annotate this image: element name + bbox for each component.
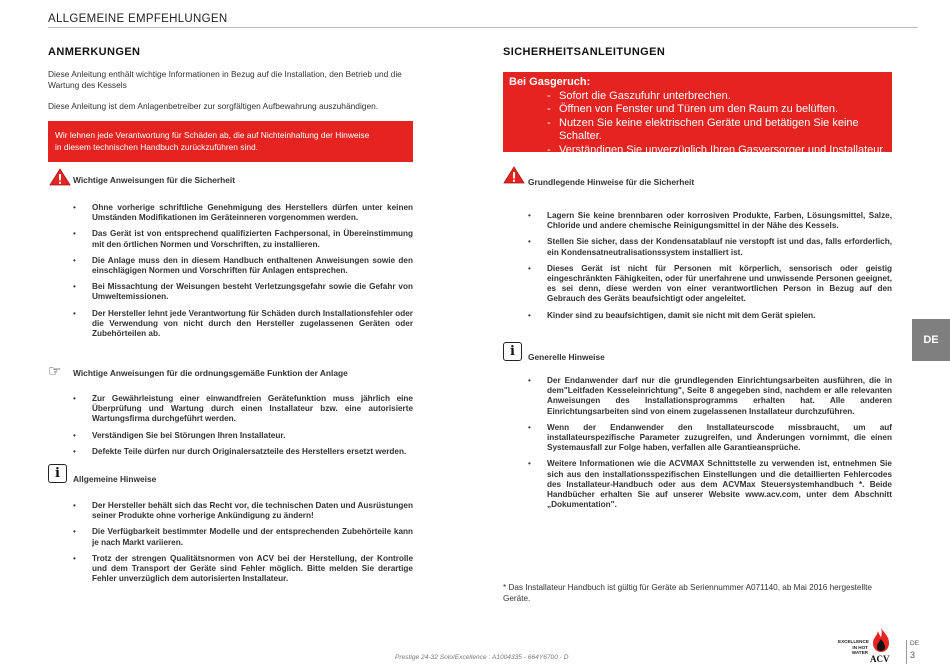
list-item: • Der Endanwender darf nur die grundlegenden Einrichtungsarbeiten ausführen, die in dem"Leitfaden Kesseleinrichtung", Seite 8 angegeben sind, nachdem er alle relevanten Anweisungen des Installationsprogramms erhalten hat. Alle anderen Einrichtungsarbeiten sind von einem zugelassenen Installateur durchzuführen. (528, 376, 892, 416)
list-item: • Die Anlage muss den in diesem Handbuch enthaltenen Anweisungen sowie den einschlägigen Normen und Vorschriften für Anlagen entsprechen. (73, 255, 413, 276)
operation-instructions-list (73, 394, 413, 463)
gas-smell-title: Bei Gasgeruch: (509, 76, 591, 88)
liability-notice-line-2: in diesem technischen Handbuch zurückzuführen sind. (55, 141, 258, 152)
list-item: • Ohne vorherige schriftliche Genehmigung des Herstellers dürfen unter keinen Umständen Modifikationen im Geräteinneren vorgenommen werden. (73, 203, 413, 223)
header-divider (48, 27, 918, 28)
general-notes-heading: Allgemeine Hinweise (73, 474, 157, 484)
intro-paragraph-1: Diese Anleitung enthält wichtige Informationen in Bezug auf die Installation, den Betrieb und die Wartung des Kessels (48, 69, 402, 90)
gas-smell-list (547, 90, 892, 157)
list-item: • Verständigen Sie bei Störungen Ihren Installateur. (73, 430, 286, 440)
list-item: • Wenn der Endanwender den Installateurscode missbraucht, um auf installateurspezifische Parameter zuzugreifen, und Änderungen vornimmt, die einen Systemausfall zur Folge haben, verfallen alle Garantieansprüche. (528, 422, 892, 453)
operation-instructions-heading: Wichtige Anweisungen für die ordnungsgemäße Funktion der Anlage (73, 368, 348, 378)
list-item: • Dieses Gerät ist nicht für Personen mit körperlich, sensorisch oder geistig eingeschränkten Fähigkeiten, oder für unerfahrene und unwissende Personen geeignet, es sei denn, diese werden von einer verantwortlichen Person in Bezug auf den Gebrauch des Geräts beaufsichtigt oder angeleitet. (528, 263, 892, 304)
general-info-heading: Generelle Hinweise (528, 352, 605, 362)
safety-instructions-list (73, 203, 413, 345)
list-item: • Weitere Informationen wie die ACVMAX Schnittstelle zu verwenden ist, entnehmen Sie sich aus den installationsspezifischen Einstellungen und die detaillierten Fehlercodes des Installateur-Handbuch oder aus dem ACVMax Steuersystemhandbuch *. Beide Handbücher erhalten Sie auf unserer Website www.acv.com, unter dem Abschnitt „Dokumentation". (528, 459, 892, 510)
list-item: - Öffnen von Fenster und Türen um den Raum zu belüften. (547, 103, 839, 116)
liability-notice-box (48, 121, 413, 162)
pointing-hand-icon: ☞ (48, 363, 62, 380)
intro-paragraph-2: Diese Anleitung ist dem Anlagenbetreiber zur sorgfältigen Aufbewahrung auszuhändigen. (48, 101, 379, 111)
flame-icon (871, 627, 891, 653)
safety-instructions-heading: Wichtige Anweisungen für die Sicherheit (73, 175, 236, 185)
liability-notice-line-1: Wir lehnen jede Verantwortung für Schäden ab, die auf Nichteinhaltung der Hinweise (55, 130, 370, 140)
basic-safety-list (528, 211, 892, 327)
acv-logo (838, 625, 894, 667)
list-item: - Nutzen Sie keine elektrischen Geräte und betätigen Sie keine Schalter. (547, 116, 859, 143)
right-section-title: SICHERHEITSANLEITUNGEN (503, 46, 666, 58)
basic-safety-heading: Grundlegende Hinweise für die Sicherheit (528, 177, 695, 187)
list-item: - Verständigen Sie unverzüglich Ihren Gasversorger und Installateur. (547, 143, 886, 156)
list-item: • Die Verfügbarkeit bestimmter Modelle und der entsprechenden Zubehörteile kann je nach Markt variieren. (73, 527, 413, 547)
page-number: 3 (910, 650, 916, 660)
info-icon: i (48, 464, 67, 483)
list-item: • Der Hersteller lehnt jede Verantwortung für Schäden durch Installationsfehler oder die Verwendung von nicht durch den Hersteller zugelassenen Geräten oder Zubehörteilen ab. (73, 308, 413, 339)
list-item: • Stellen Sie sicher, dass der Kondensatablauf nie verstopft ist und das, falls erforderlich, ein Kondensatneutralisationssystem installiert ist. (528, 237, 892, 257)
footnote: * Das Installateur Handbuch ist gültig für Geräte ab Seriennummer A071140, ab Mai 2016 hergestellte Geräte. (503, 583, 872, 603)
list-item: • Bei Missachtung der Weisungen besteht Verletzungsgefahr sowie die Gefahr von Umweltemissionen. (73, 282, 413, 302)
left-section-title: ANMERKUNGEN (48, 46, 141, 58)
gas-smell-box (503, 72, 892, 156)
list-item: - Sofort die Gaszufuhr unterbrechen. (547, 90, 731, 102)
list-item: • Zur Gewährleistung einer einwandfreien Gerätefunktion muss jährlich eine Überprüfung und Wartung durch einen Installateur bzw. eine autorisierte Wartungsfirma durchgeführt werden. (73, 394, 413, 424)
warning-icon (503, 166, 525, 189)
page-language: DE (910, 640, 920, 647)
document-reference: Prestige 24-32 Solo/Excellence : A1004335 - 664Y6700 - D (395, 654, 569, 661)
logo-brand: ACV (870, 654, 890, 664)
list-item: • Das Gerät ist von entsprechend qualifizierten Fachpersonal, in Übereinstimmung mit den örtlichen Normen und Vorschriften, zu installieren. (73, 229, 413, 249)
warning-icon (49, 168, 71, 191)
logo-tagline: EXCELLENCE IN HOT WATER (838, 639, 869, 656)
general-notes-list (73, 501, 413, 590)
list-item: • Trotz der strengen Qualitätsnormen von ACV bei der Herstellung, der Kontrolle und dem Transport der Geräte sind Fehler möglich. Bitte melden Sie derartige Fehler unverzüglich dem autorisierten Installateur. (73, 553, 413, 584)
info-icon: i (503, 342, 522, 361)
footer-divider (906, 640, 907, 664)
list-item: • Defekte Teile dürfen nur durch Originalersatzteile des Herstellers ersetzt werden. (73, 446, 407, 456)
general-info-list (528, 376, 892, 516)
list-item: • Der Hersteller behält sich das Recht vor, die technischen Daten und Ausrüstungen seiner Produkte ohne vorherige Ankündigung zu ändern! (73, 501, 413, 521)
page-header-title: ALLGEMEINE EMPFEHLUNGEN (48, 13, 228, 25)
list-item: • Lagern Sie keine brennbaren oder korrosiven Produkte, Farben, Lösungsmittel, Salze, Chloride und andere chemische Reinigungsmittel in der Nähe des Kessels. (528, 211, 892, 231)
language-tab-de: DE (912, 319, 950, 361)
list-item: • Kinder sind zu beaufsichtigen, damit sie nicht mit dem Gerät spielen. (528, 310, 816, 320)
